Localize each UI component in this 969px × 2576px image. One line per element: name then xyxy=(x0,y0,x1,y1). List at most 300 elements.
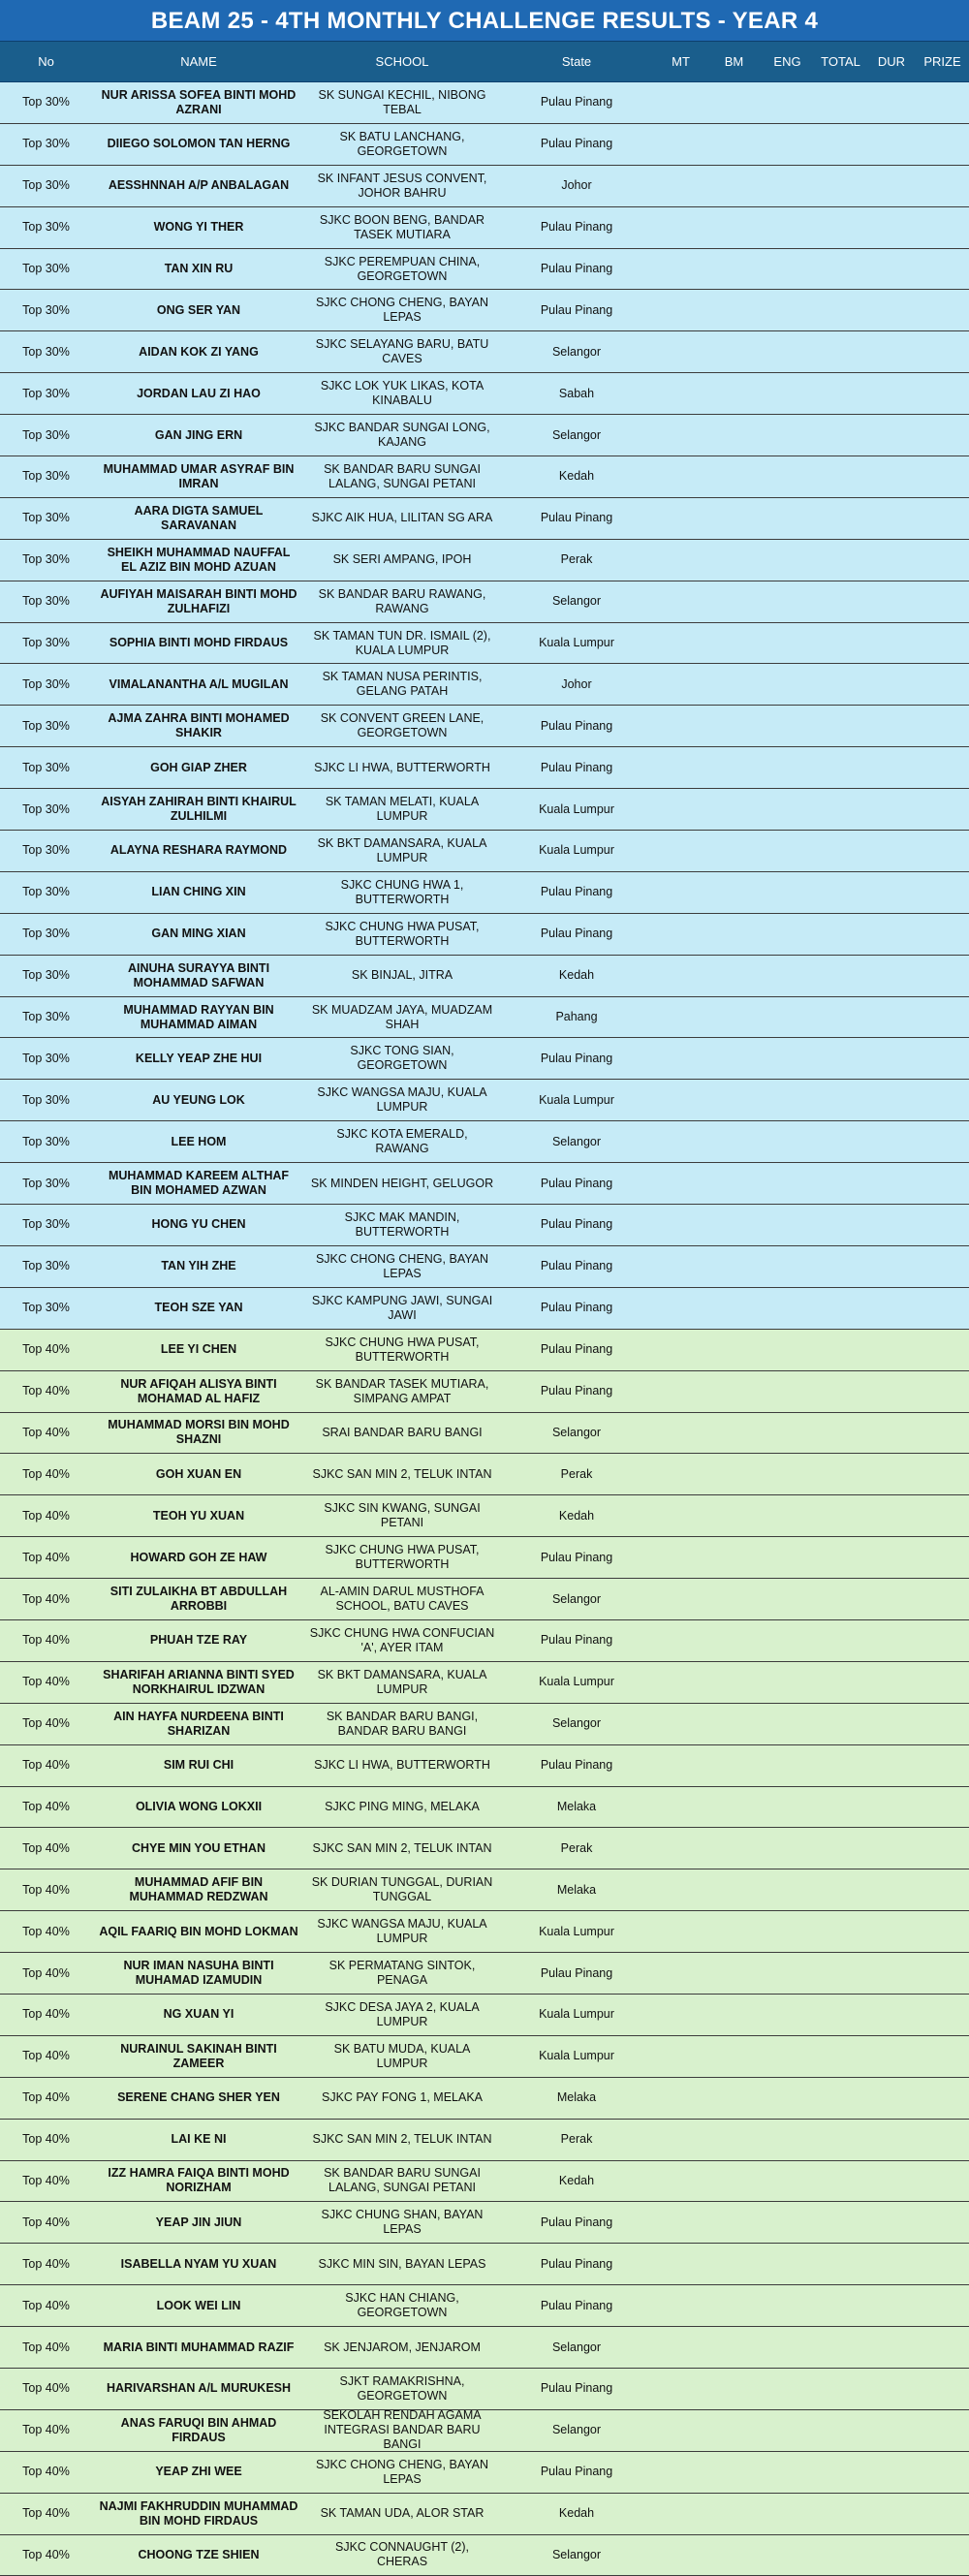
rank-cell: Top 40% xyxy=(22,1840,70,1855)
prize-cell xyxy=(916,1330,969,1370)
state-cell: Kuala Lumpur xyxy=(539,1092,614,1107)
rank-cell: Top 40% xyxy=(22,2256,70,2271)
name-cell: YEAP ZHI WEE xyxy=(155,2465,242,2479)
total-cell xyxy=(814,2494,867,2534)
prize-cell xyxy=(916,831,969,871)
bm-cell xyxy=(707,1745,761,1786)
table-row xyxy=(0,789,969,831)
state-cell: Kedah xyxy=(558,1508,595,1523)
bm-cell xyxy=(707,1163,761,1204)
total-cell xyxy=(814,207,867,248)
school-cell: SK SUNGAI KECHIL, NIBONG TEBAL xyxy=(318,87,486,116)
name-cell: PHUAH TZE RAY xyxy=(149,1633,248,1648)
mt-cell xyxy=(654,1163,707,1204)
bm-cell xyxy=(707,747,761,788)
bm-cell xyxy=(707,1121,761,1162)
state-cell: Kuala Lumpur xyxy=(539,636,614,650)
name-cell: SHEIKH MUHAMMAD NAUFFAL EL AZIZ BIN MOHD AZUAN xyxy=(107,545,291,574)
eng-cell xyxy=(761,1620,814,1661)
dur-cell xyxy=(867,2369,916,2409)
name-cell: AARA DIGTA SAMUEL SARAVANAN xyxy=(134,503,264,532)
total-cell xyxy=(814,1869,867,1910)
eng-cell xyxy=(761,1288,814,1329)
rank-cell: Top 40% xyxy=(22,1799,70,1813)
prize-cell xyxy=(916,1953,969,1994)
state-cell: Kuala Lumpur xyxy=(539,843,614,858)
prize-cell xyxy=(916,1371,969,1412)
school-cell: SJKC CHUNG HWA CONFUCIAN 'A', AYER ITAM xyxy=(309,1625,495,1654)
eng-cell xyxy=(761,789,814,830)
mt-cell xyxy=(654,2494,707,2534)
name-cell: TEOH SZE YAN xyxy=(154,1301,243,1315)
rank-cell: Top 40% xyxy=(22,1550,70,1564)
mt-cell xyxy=(654,1537,707,1578)
prize-cell xyxy=(916,1745,969,1786)
dur-cell xyxy=(867,1038,916,1079)
total-cell xyxy=(814,166,867,206)
table-header xyxy=(0,42,969,82)
total-cell xyxy=(814,706,867,746)
prize-cell xyxy=(916,249,969,290)
bm-cell xyxy=(707,2244,761,2284)
mt-cell xyxy=(654,1869,707,1910)
total-cell xyxy=(814,456,867,497)
bm-cell xyxy=(707,1869,761,1910)
school-cell: SJKC CHUNG HWA PUSAT, BUTTERWORTH xyxy=(325,1335,480,1364)
table-row xyxy=(0,1869,969,1911)
table-row xyxy=(0,2535,969,2576)
rank-cell: Top 40% xyxy=(22,1675,70,1689)
eng-cell xyxy=(761,166,814,206)
school-cell: SJKC AIK HUA, LILITAN SG ARA xyxy=(311,511,493,525)
school-cell: SJKC LI HWA, BUTTERWORTH xyxy=(314,760,490,774)
table-row xyxy=(0,249,969,291)
dur-cell xyxy=(867,2078,916,2119)
dur-cell xyxy=(867,1080,916,1120)
table-row xyxy=(0,2327,969,2369)
eng-cell xyxy=(761,1911,814,1952)
bm-cell xyxy=(707,1911,761,1952)
eng-cell xyxy=(761,1163,814,1204)
total-cell xyxy=(814,1371,867,1412)
table-row xyxy=(0,664,969,706)
total-cell xyxy=(814,1246,867,1287)
eng-cell xyxy=(761,1121,814,1162)
school-cell: SEKOLAH RENDAH AGAMA INTEGRASI BANDAR BARU BANGI xyxy=(323,2409,482,2451)
dur-cell xyxy=(867,1828,916,1869)
prize-cell xyxy=(916,373,969,414)
rank-cell: Top 30% xyxy=(22,760,70,774)
dur-cell xyxy=(867,789,916,830)
rank-cell: Top 30% xyxy=(22,1217,70,1232)
eng-cell xyxy=(761,1205,814,1245)
state-cell: Pulau Pinang xyxy=(540,718,613,733)
prize-cell xyxy=(916,1454,969,1494)
school-cell: SJKC DESA JAYA 2, KUALA LUMPUR xyxy=(325,1999,480,2028)
school-cell: SK BANDAR TASEK MUTIARA, SIMPANG AMPAT xyxy=(315,1376,489,1405)
mt-cell xyxy=(654,2244,707,2284)
prize-cell xyxy=(916,456,969,497)
state-cell: Selangor xyxy=(551,1425,602,1439)
name-cell: NURAINUL SAKINAH BINTI ZAMEER xyxy=(120,2041,277,2070)
name-cell: JORDAN LAU ZI HAO xyxy=(137,386,261,400)
total-cell xyxy=(814,747,867,788)
rank-cell: Top 30% xyxy=(22,220,70,235)
bm-cell xyxy=(707,2535,761,2576)
table-row xyxy=(0,1620,969,1662)
table-row xyxy=(0,1828,969,1869)
eng-cell xyxy=(761,2535,814,2576)
total-cell xyxy=(814,1537,867,1578)
state-cell: Selangor xyxy=(551,2340,602,2354)
eng-cell xyxy=(761,1246,814,1287)
total-cell xyxy=(814,664,867,705)
column-header-state: State xyxy=(561,54,592,69)
state-cell: Pulau Pinang xyxy=(540,927,613,941)
prize-cell xyxy=(916,2285,969,2326)
table-row xyxy=(0,415,969,456)
eng-cell xyxy=(761,290,814,330)
bm-cell xyxy=(707,623,761,664)
prize-cell xyxy=(916,1662,969,1703)
table-row xyxy=(0,540,969,581)
dur-cell xyxy=(867,706,916,746)
school-cell: SJKC PEREMPUAN CHINA, GEORGETOWN xyxy=(324,254,481,283)
eng-cell xyxy=(761,1080,814,1120)
state-cell: Pulau Pinang xyxy=(540,1051,613,1065)
rank-cell: Top 30% xyxy=(22,137,70,151)
table-row xyxy=(0,2078,969,2120)
eng-cell xyxy=(761,2036,814,2077)
state-cell: Melaka xyxy=(556,1882,597,1897)
state-cell: Selangor xyxy=(551,344,602,359)
state-cell: Kuala Lumpur xyxy=(539,1675,614,1689)
school-cell: SK BANDAR BARU BANGI, BANDAR BARU BANGI xyxy=(326,1709,479,1738)
school-cell: SJKC LOK YUK LIKAS, KOTA KINABALU xyxy=(320,379,484,408)
eng-cell xyxy=(761,373,814,414)
dur-cell xyxy=(867,831,916,871)
bm-cell xyxy=(707,124,761,165)
mt-cell xyxy=(654,872,707,913)
eng-cell xyxy=(761,2327,814,2368)
school-cell: SJKC WANGSA MAJU, KUALA LUMPUR xyxy=(317,1917,487,1946)
state-cell: Selangor xyxy=(551,1716,602,1731)
bm-cell xyxy=(707,997,761,1038)
total-cell xyxy=(814,789,867,830)
dur-cell xyxy=(867,1330,916,1370)
school-cell: SK TAMAN UDA, ALOR STAR xyxy=(320,2506,484,2521)
mt-cell xyxy=(654,1205,707,1245)
eng-cell xyxy=(761,914,814,955)
prize-cell xyxy=(916,1911,969,1952)
total-cell xyxy=(814,1038,867,1079)
mt-cell xyxy=(654,1038,707,1079)
table-row xyxy=(0,1579,969,1620)
state-cell: Kuala Lumpur xyxy=(539,801,614,816)
bm-cell xyxy=(707,1995,761,2035)
eng-cell xyxy=(761,872,814,913)
mt-cell xyxy=(654,2120,707,2160)
prize-cell xyxy=(916,1205,969,1245)
total-cell xyxy=(814,290,867,330)
state-cell: Pahang xyxy=(555,1010,598,1024)
state-cell: Selangor xyxy=(551,2423,602,2437)
table-row xyxy=(0,747,969,789)
dur-cell xyxy=(867,1537,916,1578)
total-cell xyxy=(814,1620,867,1661)
rank-cell: Top 40% xyxy=(22,2465,70,2479)
prize-cell xyxy=(916,2078,969,2119)
school-cell: SJKC CHONG CHENG, BAYAN LEPAS xyxy=(315,1251,489,1280)
school-cell: SJKC WANGSA MAJU, KUALA LUMPUR xyxy=(317,1085,487,1115)
total-cell xyxy=(814,1995,867,2035)
total-cell xyxy=(814,1205,867,1245)
bm-cell xyxy=(707,1579,761,1619)
mt-cell xyxy=(654,456,707,497)
prize-cell xyxy=(916,540,969,581)
school-cell: SJKC BANDAR SUNGAI LONG, KAJANG xyxy=(314,421,490,450)
name-cell: TAN YIH ZHE xyxy=(161,1259,236,1273)
prize-cell xyxy=(916,415,969,456)
school-cell: SK SERI AMPANG, IPOH xyxy=(332,552,472,567)
prize-cell xyxy=(916,1121,969,1162)
rank-cell: Top 30% xyxy=(22,427,70,442)
bm-cell xyxy=(707,1495,761,1536)
rank-cell: Top 40% xyxy=(22,1425,70,1439)
mt-cell xyxy=(654,373,707,414)
dur-cell xyxy=(867,1205,916,1245)
rank-cell: Top 30% xyxy=(22,344,70,359)
rank-cell: Top 30% xyxy=(22,262,70,275)
total-cell xyxy=(814,2036,867,2077)
dur-cell xyxy=(867,2120,916,2160)
dur-cell xyxy=(867,82,916,123)
name-cell: SITI ZULAIKHA BT ABDULLAH ARROBBI xyxy=(109,1585,288,1613)
eng-cell xyxy=(761,2078,814,2119)
school-cell: SJKC LI HWA, BUTTERWORTH xyxy=(314,1758,490,1773)
name-cell: TEOH YU XUAN xyxy=(152,1508,245,1523)
table-row xyxy=(0,623,969,665)
bm-cell xyxy=(707,1371,761,1412)
eng-cell xyxy=(761,1495,814,1536)
eng-cell xyxy=(761,1454,814,1494)
prize-cell xyxy=(916,2410,969,2451)
total-cell xyxy=(814,2285,867,2326)
table-row xyxy=(0,2161,969,2203)
mt-cell xyxy=(654,997,707,1038)
rank-cell: Top 30% xyxy=(22,968,70,983)
bm-cell xyxy=(707,1620,761,1661)
rank-cell: Top 40% xyxy=(22,1716,70,1731)
mt-cell xyxy=(654,2078,707,2119)
mt-cell xyxy=(654,581,707,622)
prize-cell xyxy=(916,1828,969,1869)
state-cell: Pulau Pinang xyxy=(540,137,613,151)
mt-cell xyxy=(654,789,707,830)
eng-cell xyxy=(761,2285,814,2326)
name-cell: MUHAMMAD UMAR ASYRAF BIN IMRAN xyxy=(103,461,295,490)
table-row xyxy=(0,1662,969,1704)
state-cell: Kedah xyxy=(558,469,595,484)
total-cell xyxy=(814,1745,867,1786)
dur-cell xyxy=(867,872,916,913)
eng-cell xyxy=(761,1662,814,1703)
dur-cell xyxy=(867,498,916,539)
table-row xyxy=(0,207,969,249)
prize-cell xyxy=(916,997,969,1038)
total-cell xyxy=(814,872,867,913)
eng-cell xyxy=(761,2452,814,2493)
total-cell xyxy=(814,997,867,1038)
dur-cell xyxy=(867,1787,916,1828)
name-cell: OLIVIA WONG LOKXII xyxy=(135,1799,263,1813)
eng-cell xyxy=(761,1869,814,1910)
table-row xyxy=(0,166,969,207)
dur-cell xyxy=(867,1620,916,1661)
total-cell xyxy=(814,2161,867,2202)
prize-cell xyxy=(916,1288,969,1329)
mt-cell xyxy=(654,498,707,539)
eng-cell xyxy=(761,2244,814,2284)
eng-cell xyxy=(761,1371,814,1412)
column-header-bm: BM xyxy=(724,54,744,69)
mt-cell xyxy=(654,2535,707,2576)
school-cell: SJKC BOON BENG, BANDAR TASEK MUTIARA xyxy=(319,212,485,241)
dur-cell xyxy=(867,456,916,497)
total-cell xyxy=(814,373,867,414)
dur-cell xyxy=(867,1662,916,1703)
mt-cell xyxy=(654,1080,707,1120)
state-cell: Perak xyxy=(560,1840,593,1855)
bm-cell xyxy=(707,2161,761,2202)
eng-cell xyxy=(761,2369,814,2409)
dur-cell xyxy=(867,2202,916,2243)
prize-cell xyxy=(916,331,969,372)
table-row xyxy=(0,706,969,747)
eng-cell xyxy=(761,1787,814,1828)
state-cell: Melaka xyxy=(556,2090,597,2105)
dur-cell xyxy=(867,1704,916,1744)
dur-cell xyxy=(867,290,916,330)
results-table-body xyxy=(0,82,969,2576)
name-cell: LOOK WEI LIN xyxy=(156,2298,241,2312)
table-row xyxy=(0,1495,969,1537)
rank-cell: Top 40% xyxy=(22,1384,70,1398)
name-cell: MARIA BINTI MUHAMMAD RAZIF xyxy=(103,2340,295,2354)
rank-cell: Top 40% xyxy=(22,1508,70,1523)
state-cell: Pulau Pinang xyxy=(540,1633,613,1648)
table-row xyxy=(0,1371,969,1413)
total-cell xyxy=(814,415,867,456)
name-cell: SERENE CHANG SHER YEN xyxy=(117,2090,280,2105)
table-row xyxy=(0,1163,969,1205)
prize-cell xyxy=(916,623,969,664)
page-title: BEAM 25 - 4TH MONTHLY CHALLENGE RESULTS - YEAR 4 xyxy=(0,0,969,42)
bm-cell xyxy=(707,956,761,996)
table-row xyxy=(0,1745,969,1787)
prize-cell xyxy=(916,2535,969,2576)
mt-cell xyxy=(654,1371,707,1412)
rank-cell: Top 30% xyxy=(22,1259,70,1273)
rank-cell: Top 30% xyxy=(22,927,70,941)
table-row xyxy=(0,2285,969,2327)
name-cell: AISYAH ZAHIRAH BINTI KHAIRUL ZULHILMI xyxy=(101,795,297,824)
state-cell: Pulau Pinang xyxy=(540,2465,613,2479)
dur-cell xyxy=(867,1121,916,1162)
state-cell: Pulau Pinang xyxy=(540,2298,613,2312)
school-cell: SJKC PING MING, MELAKA xyxy=(325,1799,480,1813)
mt-cell xyxy=(654,2410,707,2451)
name-cell: HOWARD GOH ZE HAW xyxy=(130,1550,267,1564)
bm-cell xyxy=(707,2327,761,2368)
school-cell: SJKC CONNAUGHT (2), CHERAS xyxy=(335,2540,469,2569)
prize-cell xyxy=(916,2327,969,2368)
bm-cell xyxy=(707,2120,761,2160)
mt-cell xyxy=(654,331,707,372)
name-cell: NUR IMAN NASUHA BINTI MUHAMAD IZAMUDIN xyxy=(123,1959,274,1988)
rank-cell: Top 30% xyxy=(22,718,70,733)
state-cell: Kuala Lumpur xyxy=(539,2007,614,2022)
total-cell xyxy=(814,1662,867,1703)
rank-cell: Top 30% xyxy=(22,676,70,691)
name-cell: NUR ARISSA SOFEA BINTI MOHD AZRANI xyxy=(101,87,297,116)
dur-cell xyxy=(867,373,916,414)
dur-cell xyxy=(867,1413,916,1454)
dur-cell xyxy=(867,664,916,705)
table-row xyxy=(0,1205,969,1246)
name-cell: AQIL FAARIQ BIN MOHD LOKMAN xyxy=(99,1924,298,1938)
dur-cell xyxy=(867,2452,916,2493)
column-header-prize: PRIZE xyxy=(923,54,961,69)
mt-cell xyxy=(654,1454,707,1494)
rank-cell: Top 30% xyxy=(22,594,70,609)
school-cell: SJKC MAK MANDIN, BUTTERWORTH xyxy=(344,1209,460,1239)
mt-cell xyxy=(654,706,707,746)
name-cell: VIMALANANTHA A/L MUGILAN xyxy=(109,676,289,691)
eng-cell xyxy=(761,747,814,788)
bm-cell xyxy=(707,1828,761,1869)
state-cell: Kedah xyxy=(558,2173,595,2187)
school-cell: SK PERMATANG SINTOK, PENAGA xyxy=(328,1959,476,1988)
total-cell xyxy=(814,249,867,290)
table-row xyxy=(0,124,969,166)
mt-cell xyxy=(654,82,707,123)
eng-cell xyxy=(761,623,814,664)
mt-cell xyxy=(654,2161,707,2202)
eng-cell xyxy=(761,249,814,290)
total-cell xyxy=(814,2327,867,2368)
bm-cell xyxy=(707,331,761,372)
rank-cell: Top 30% xyxy=(22,302,70,317)
state-cell: Kedah xyxy=(558,2506,595,2521)
school-cell: SJKC SELAYANG BARU, BATU CAVES xyxy=(315,337,489,366)
eng-cell xyxy=(761,831,814,871)
rank-cell: Top 30% xyxy=(22,1176,70,1190)
table-row xyxy=(0,2452,969,2494)
prize-cell xyxy=(916,1995,969,2035)
table-row xyxy=(0,1288,969,1330)
mt-cell xyxy=(654,166,707,206)
prize-cell xyxy=(916,2161,969,2202)
school-cell: SK BANDAR BARU SUNGAI LALANG, SUNGAI PETANI xyxy=(324,461,481,490)
school-cell: SJKC KOTA EMERALD, RAWANG xyxy=(336,1127,468,1156)
school-cell: SJKC CHUNG HWA PUSAT, BUTTERWORTH xyxy=(325,919,480,948)
mt-cell xyxy=(654,2452,707,2493)
table-row xyxy=(0,331,969,373)
eng-cell xyxy=(761,1537,814,1578)
name-cell: DIIEGO SOLOMON TAN HERNG xyxy=(107,137,291,151)
rank-cell: Top 40% xyxy=(22,2423,70,2437)
